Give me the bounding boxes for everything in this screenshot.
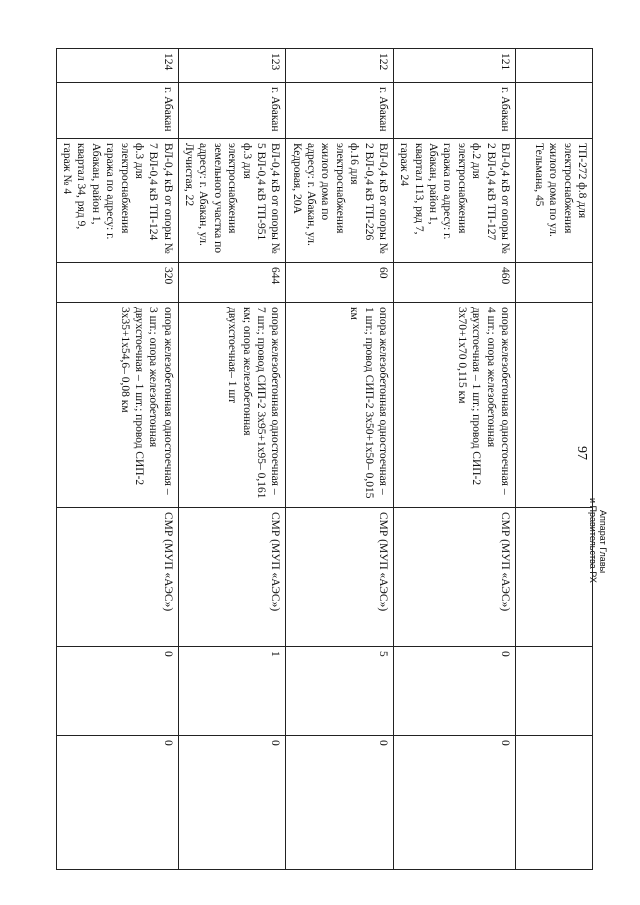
row-number: 124 xyxy=(56,49,178,83)
table-row xyxy=(516,49,593,870)
row-object: ВЛ-0,4 кВ от опоры № 7 ВЛ-0,4 кВ ТП-124 ф.3 для электроснабжения гаража по адресу: г. Абакан, район 1, квартал 34, ряд 9, гараж № 4 xyxy=(56,139,178,263)
table-row xyxy=(56,49,178,870)
stamp-line-1: Аппарат Главы xyxy=(598,510,608,574)
row-object: ВЛ-0,4 кВ от опоры № 2 ВЛ-0,4 кВ ТП-226 ф.16 для электроснабжения жилого дома по адресу: г. Абакан, ул. Кедровая, 20А xyxy=(286,139,394,263)
row-length: 460 xyxy=(394,263,516,303)
table-row xyxy=(178,49,286,870)
row-number: 121 xyxy=(394,49,516,83)
row-object: ТП-272 ф.8 для электроснабжения жилого дома по ул. Тельмана, 45 xyxy=(516,139,593,263)
table-container xyxy=(61,48,593,869)
row-equipment: опора железобетонная одностоечная – 3 шт.; опора железобетонная двухстоечная – 1 шт.; провод СИП-2 3х35+1х54,6– 0,08 км xyxy=(56,303,178,508)
row-number: 123 xyxy=(178,49,286,83)
row-length: 60 xyxy=(286,263,394,303)
row-equipment: опора железобетонная одностоечная – 7 шт.; провод СИП-2 3х95+1х95– 0,161 км; опора железобетонная двухстоечная– 1 шт xyxy=(178,303,286,508)
row-value-1: 0 xyxy=(56,647,178,736)
data-table xyxy=(56,48,593,870)
row-value-1: 5 xyxy=(286,647,394,736)
row-object: ВЛ-0,4 кВ от опоры № 2 ВЛ-0,4 кВ ТП-127 ф.2 для электроснабжения гаража по адресу: г. Абакан, район 1, квартал 113, ряд 7, гараж 24 xyxy=(394,139,516,263)
row-value-1: 1 xyxy=(178,647,286,736)
row-city: г. Абакан xyxy=(394,83,516,139)
row-city xyxy=(516,83,593,139)
row-city: г. Абакан xyxy=(178,83,286,139)
row-value-2 xyxy=(516,736,593,870)
stamp-line-2: и Правительства РХ xyxy=(588,498,598,583)
row-number xyxy=(516,49,593,83)
row-org: СМР (МУП «АЭС») xyxy=(56,508,178,647)
row-equipment xyxy=(516,303,593,508)
row-city: г. Абакан xyxy=(56,83,178,139)
row-equipment: опора железобетонная одностоечная – 4 шт.; опора железобетонная двухстоечная – 1 шт.; провод СИП-2 3х70+1х70 0,115 км xyxy=(394,303,516,508)
row-value-2: 0 xyxy=(178,736,286,870)
row-org: СМР (МУП «АЭС») xyxy=(394,508,516,647)
row-city: г. Абакан xyxy=(286,83,394,139)
row-value-1 xyxy=(516,647,593,736)
row-object: ВЛ-0,4 кВ от опоры № 5 ВЛ-0,4 кВ ТП-951 ф.3 для электроснабжения земельного участка по адресу: г. Абакан, ул. Лучистая, 22 xyxy=(178,139,286,263)
row-org xyxy=(516,508,593,647)
table-row xyxy=(394,49,516,870)
row-equipment: опора железобетонная одностоечная – 1 шт.; провод СИП-2 3х50+1х50– 0,015 км xyxy=(286,303,394,508)
row-value-2: 0 xyxy=(286,736,394,870)
row-length: 644 xyxy=(178,263,286,303)
row-org: СМР (МУП «АЭС») xyxy=(286,508,394,647)
row-length xyxy=(516,263,593,303)
row-org: СМР (МУП «АЭС») xyxy=(178,508,286,647)
table-row xyxy=(286,49,394,870)
row-length: 320 xyxy=(56,263,178,303)
row-number: 122 xyxy=(286,49,394,83)
row-value-1: 0 xyxy=(394,647,516,736)
page-number: 97 xyxy=(574,446,589,460)
row-value-2: 0 xyxy=(394,736,516,870)
row-value-2: 0 xyxy=(56,736,178,870)
